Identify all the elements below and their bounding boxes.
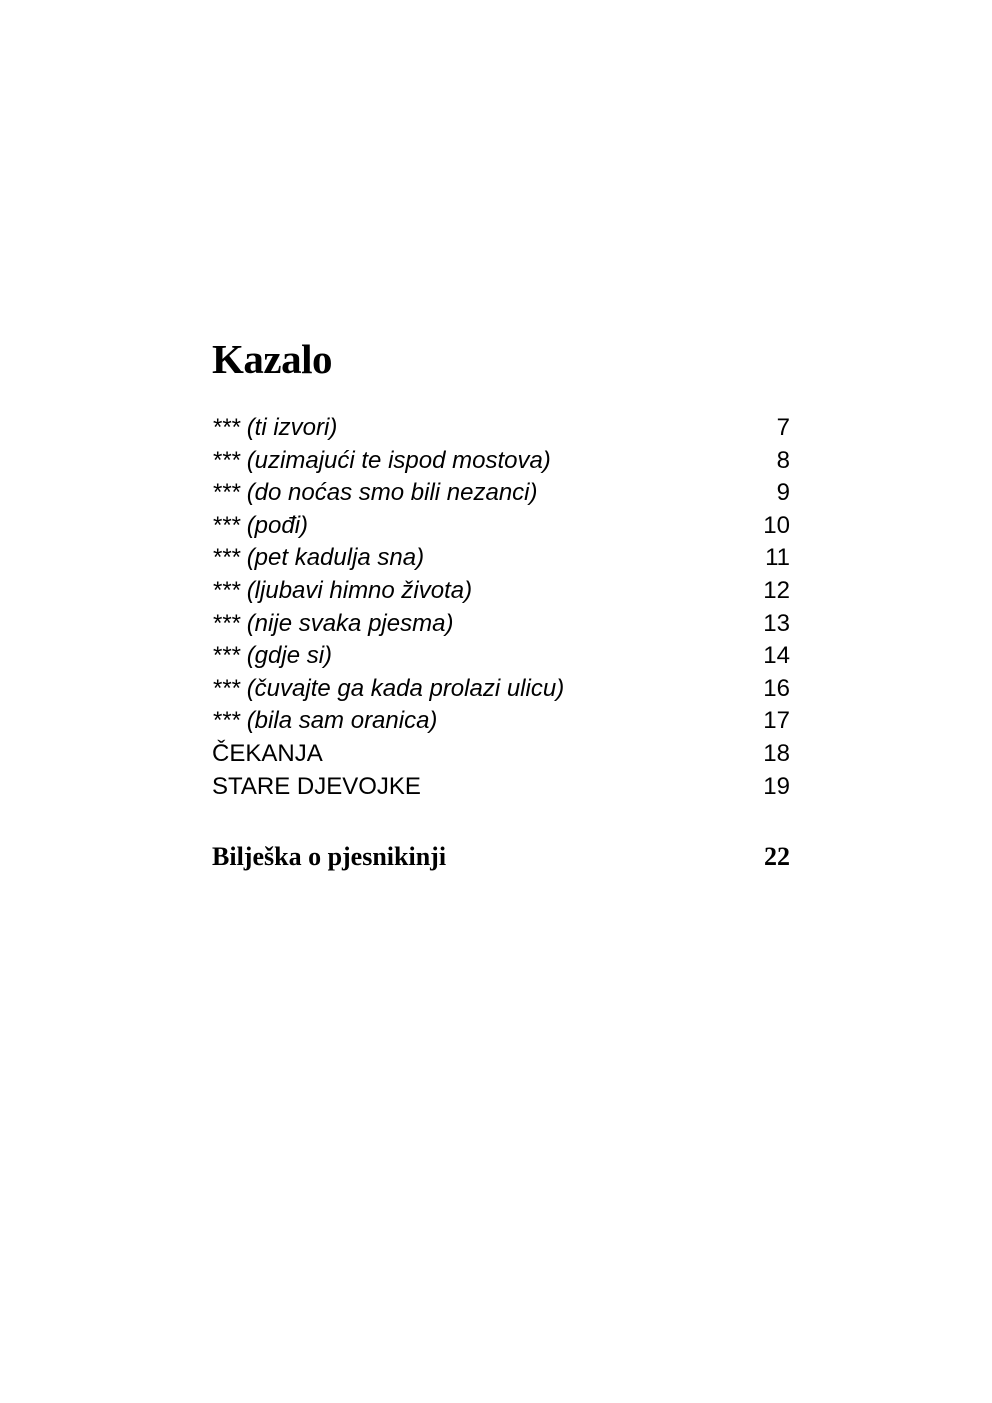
toc-entry-title: *** (uzimajući te ispod mostova) — [212, 446, 551, 474]
toc-entry — [212, 445, 790, 478]
toc-entry — [212, 640, 790, 673]
toc-entry-title: *** (pođi) — [212, 511, 309, 539]
toc-entry-title: *** (čuvajte ga kada prolazi ulicu) — [212, 674, 565, 702]
toc-entry-title: *** (pet kadulja sna) — [212, 544, 425, 572]
toc-entry — [212, 673, 790, 706]
toc-entry-title: ČEKANJA — [212, 739, 323, 767]
toc-list — [212, 412, 790, 803]
toc-entry — [212, 705, 790, 738]
toc-entry-page: 8 — [776, 446, 790, 474]
toc-entry-title: STARE DJEVOJKE — [212, 772, 421, 800]
toc-entry-page: 16 — [763, 674, 790, 702]
toc-entry — [212, 542, 790, 575]
toc-footer-entry — [212, 840, 790, 874]
toc-entry-page: 9 — [776, 479, 790, 507]
toc-entry — [212, 477, 790, 510]
toc-entry — [212, 738, 790, 771]
toc-entry — [212, 771, 790, 804]
toc-entry-title: *** (bila sam oranica) — [212, 707, 438, 735]
toc-entry-title: *** (nije svaka pjesma) — [212, 609, 454, 637]
toc-entry-title: *** (do noćas smo bili nezanci) — [212, 479, 538, 507]
toc-entry — [212, 575, 790, 608]
toc-entry-title: *** (gdje si) — [212, 642, 333, 670]
toc-entry-page: 13 — [763, 609, 790, 637]
toc-entry — [212, 608, 790, 641]
toc-entry-page: 17 — [763, 707, 790, 735]
toc-entry-page: 7 — [776, 414, 790, 441]
toc-footer-page: 22 — [764, 842, 790, 871]
toc-entry-page: 11 — [765, 544, 790, 572]
toc-entry-page: 18 — [763, 739, 790, 767]
page-title: Kazalo — [212, 336, 332, 382]
toc-entry-page: 10 — [763, 511, 790, 539]
toc-entry-page: 19 — [763, 772, 790, 800]
toc-entry-title: *** (ti izvori) — [212, 414, 338, 441]
toc-entry-page: 14 — [763, 642, 790, 670]
toc-footer-title: Bilješka o pjesnikinji — [212, 842, 447, 871]
toc-entry-page: 12 — [763, 576, 790, 604]
toc-entry — [212, 412, 790, 445]
toc-entry — [212, 510, 790, 543]
toc-entry-title: *** (ljubavi himno života) — [212, 576, 473, 604]
